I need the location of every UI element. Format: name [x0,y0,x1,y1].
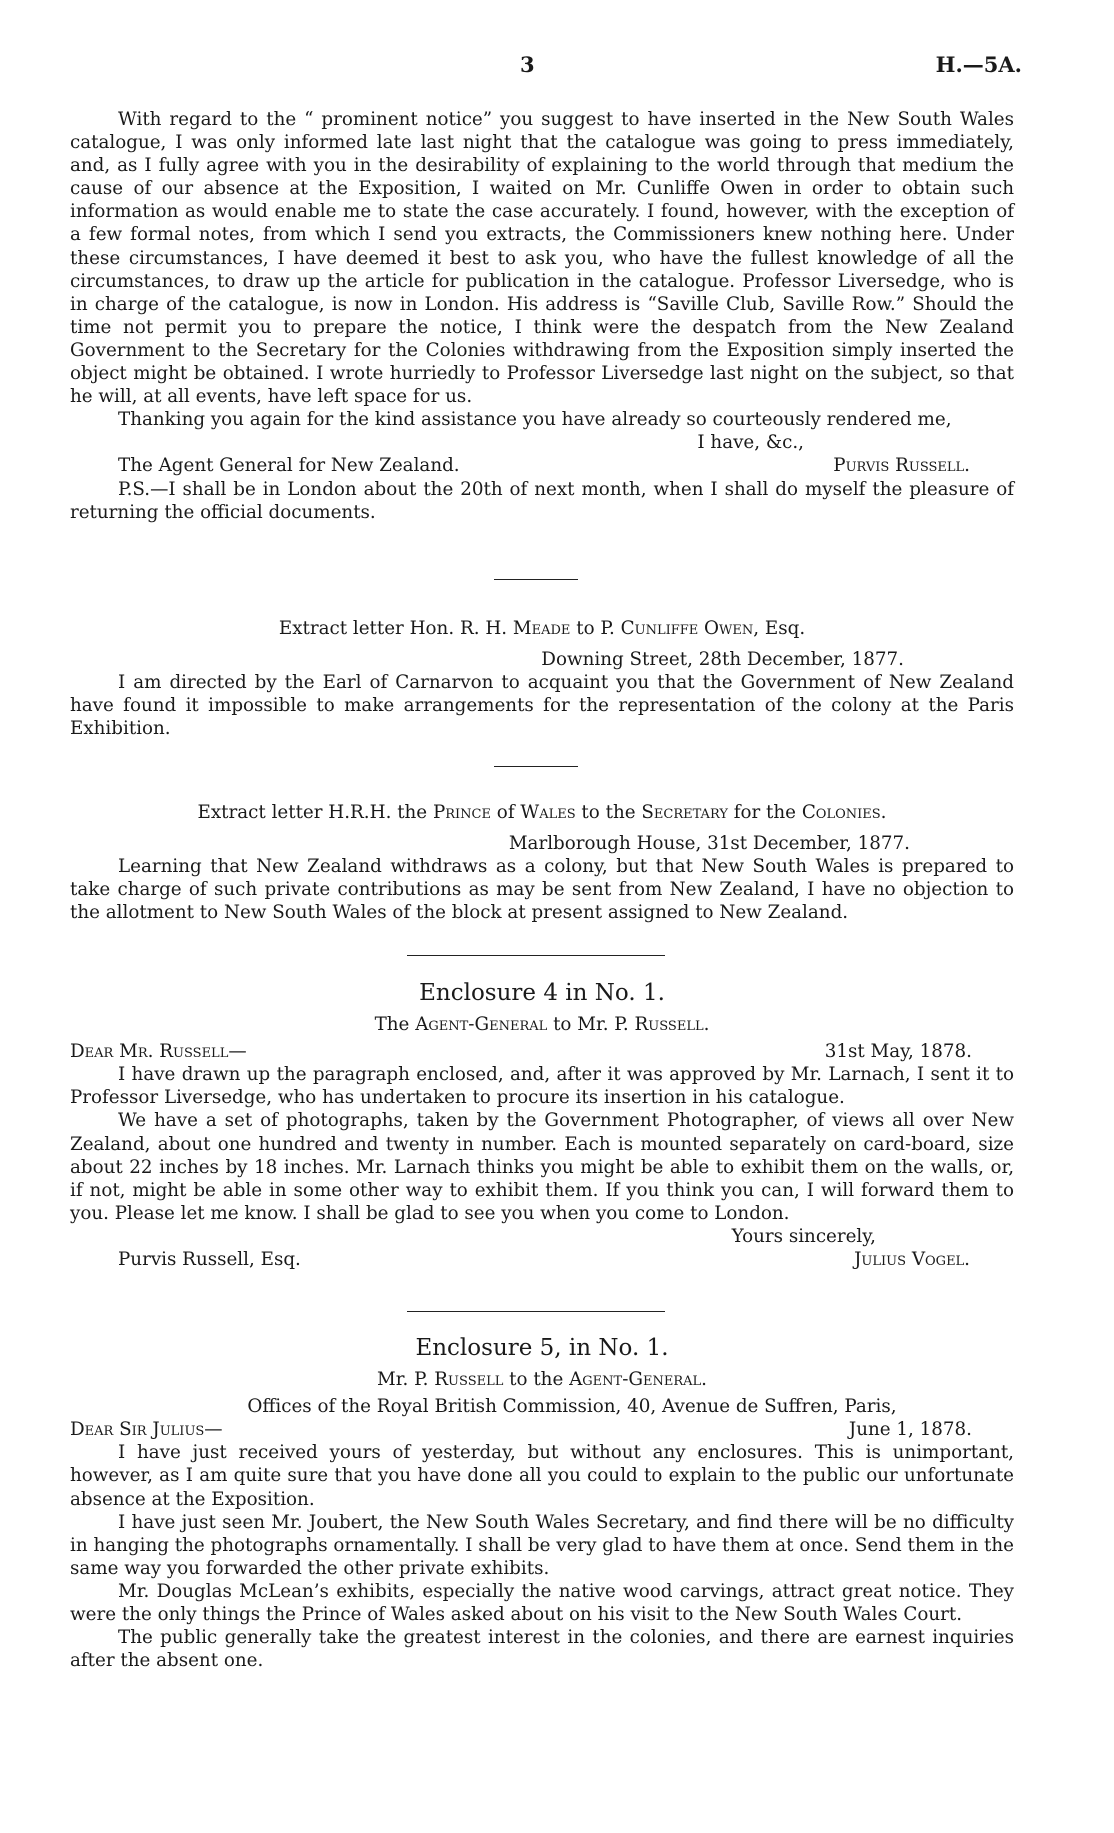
salutation: Dear Sir Julius— [70,1419,223,1441]
letter-addressee: Purvis Russell, Esq. [118,1249,301,1271]
section-rule [494,766,578,767]
enclosure-title: Enclosure 5, in No. 1. [415,1335,669,1361]
extract-prince-of-wales [70,801,1014,924]
letter-paragraph: We have a set of photographs, taken by the Government Photographer, of views all over New Zealand, about one hundred and twenty in number. Each is mounted separately on card-board, size about 22 inches by 18 inches. Mr. Larnach thinks you might be able to exhibit them on the walls, or, if not, might be able in some other way to exhibit them. If you think you can, I will forward them to you. Please let me know. I shall be glad to see you when you come to London. [70,1110,1014,1224]
enclosure-address: Offices of the Royal British Commission, 40, Avenue de Suffren, Paris, [247,1396,897,1418]
signature-row [70,1248,1014,1271]
section-rule [494,579,578,580]
enclosure-5 [70,1337,1014,1672]
letter-closing: I have, &c., [697,432,804,454]
enclosure-subtitle: Mr. P. Russell to the Agent-General. [377,1369,707,1391]
letter-paragraph: With regard to the “ prominent notice” you suggest to have inserted in the New South Wales catalogue, I was only informed late last night that the catalogue was going to press immediately, and, as I fully agree with you in the desirability of explaining to the world through that medium the cause of our absence at the Exposition, I waited on Mr. Cunliffe Owen in order to obtain such information as would enable me to state the case accurately. I found, however, with the exception of a few formal notes, from which I send you extracts, the Commissioners knew nothing here. Under these circumstances, I have deemed it best to ask you, who have the fullest knowledge of all the circumstances, to draw up the article for publication in the catalogue. Professor Liversedge, who is in charge of the catalogue, is now in London. His address is “Saville Club, Saville Row.” Should the time not permit you to prepare the notice, I think were the despatch from the New Zealand Government to the Secretary for the Colonies withdrawing from the Exposition simply inserted the object might be obtained. I wrote hurriedly to Professor Liversedge last night on the subject, so that he will, at all events, have left space for us. [70,109,1014,408]
letter-signature: Purvis Russell. [833,455,970,477]
letter-paragraph: Mr. Douglas McLean’s exhibits, especially the native wood carvings, attract great notice. They were the only things the Prince of Wales asked about on his visit to the New South Wales Court. [70,1580,1014,1626]
salutation: Dear Mr. Russell— [70,1041,247,1063]
salutation-row [70,1040,1014,1063]
extract-dateline: Marlborough House, 31st December, 1877. [508,833,910,855]
enclosure-subtitle: The Agent-General to Mr. P. Russell. [374,1014,710,1036]
letter-paragraph: Thanking you again for the kind assistance you have already so courteously rendered me, [118,409,952,431]
enclosure-4 [70,982,1014,1271]
letter-paragraph: I have just seen Mr. Joubert, the New South Wales Secretary, and find there will be no difficulty in hanging the photographs ornamentally. I shall be very glad to have them at once. Send them in the same way you forwarded the other private exhibits. [70,1511,1014,1579]
extract-body: I am directed by the Earl of Carnarvon to acquaint you that the Government of New Zealand have found it impossible to make arrangements for the representation of the colony at the Paris Exhibition. [70,672,1014,740]
section-rule [407,955,665,956]
signature-row [70,454,1014,477]
extract-dateline: Downing Street, 28th December, 1877. [541,649,904,671]
letter-paragraph: The public generally take the greatest interest in the colonies, and there are earnest inquiries after the absent one. [70,1627,1014,1672]
section-rule [407,1311,665,1312]
letter-paragraph: I have drawn up the paragraph enclosed, and, after it was approved by Mr. Larnach, I sent it to Professor Liversedge, who has undertaken to procure its insertion in his catalogue. [70,1064,1014,1109]
extract-heading: Extract letter Hon. R. H. Meade to P. Cunliffe Owen, Esq. [278,618,806,639]
letter-continuation [70,108,1014,524]
letter-date: June 1, 1878. [848,1419,972,1441]
page-number: 3 [520,52,535,77]
salutation-row [70,1418,1014,1441]
letter-addressee: The Agent General for New Zealand. [118,455,460,477]
extract-heading: Extract letter H.R.H. the Prince of Wales to the Secretary for the Colonies. [197,802,887,823]
letter-closing: Yours sincerely, [731,1225,876,1247]
series-code: H.—5A. [935,52,1022,77]
extract-body: Learning that New Zealand withdraws as a colony, but that New South Wales is prepared to take charge of such private contributions as may be sent from New Zealand, I have no objection to the allotment to New South Wales of the block at present assigned to New Zealand. [70,856,1014,924]
letter-paragraph: I have just received yours of yesterday, but without any enclosures. This is unimportant, however, as I am quite sure that you have done all you could to explain to the public our unfortunate absence at the Exposition. [70,1442,1014,1510]
enclosure-title: Enclosure 4 in No. 1. [419,980,665,1006]
letter-signature: Julius Vogel. [854,1249,970,1271]
extract-meade [70,617,1014,740]
postscript: P.S.—I shall be in London about the 20th of next month, when I shall do myself the pleasure of returning the official documents. [70,478,1014,523]
letter-date: 31st May, 1878. [824,1041,972,1063]
